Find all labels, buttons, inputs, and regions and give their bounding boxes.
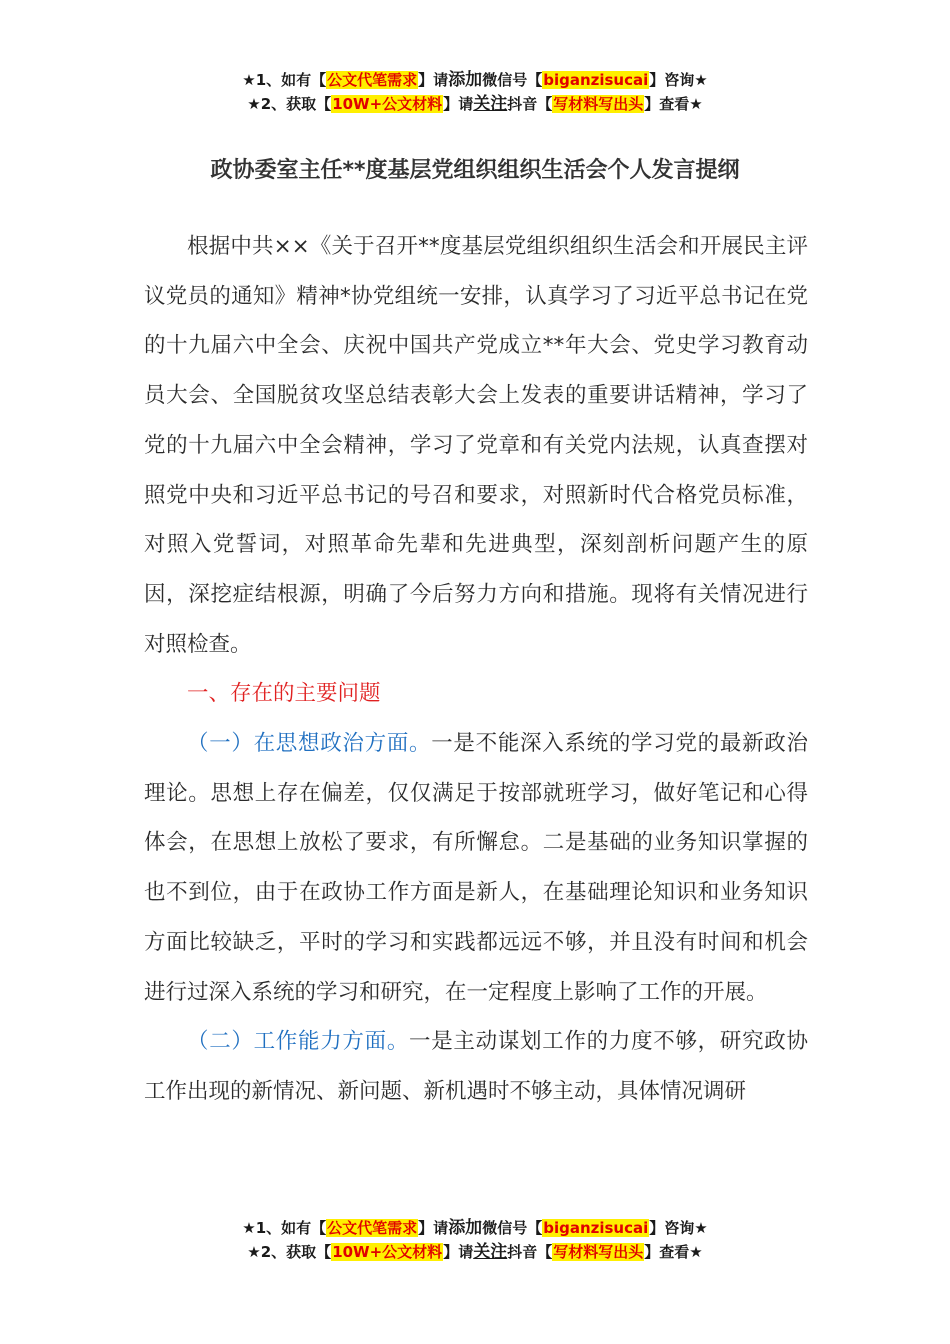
subsection-heading: （二）工作能力方面。 [187, 1029, 410, 1055]
bottom-promo-banner [0, 1216, 950, 1264]
document-title: 政协委室主任**度基层党组织组织生活会个人发言提纲 [210, 158, 740, 183]
subsection-text: 一是不能深入系统的学习党的最新政治理论。思想上存在偏差，仅仅满足于按部就班学习，做好笔记和心得体会，在思想上放松了要求，有所懈怠。二是基础的业务知识掌握的也不到位，由于在政协工作方面是新人，在基础理论知识和业务知识方面比较缺乏，平时的学习和实践都远远不够，并且没有时间和机会进行过深入系统的学习和研究，在一定程度上影响了工作的开展。 [144, 731, 808, 1005]
intro-paragraph: 根据中共××《关于召开**度基层党组织组织生活会和开展民主评议党员的通知》精神*协党组统一安排，认真学习了习近平总书记在党的十九届六中全会、庆祝中国共产党成立**年大会、党史学习教育动员大会、全国脱贫攻坚总结表彰大会上发表的重要讲话精神，学习了党的十九届六中全会精神，学习了党章和有关党内法规，认真查摆对照党中央和习近平总书记的号召和要求，对照新时代合格党员标准，对照入党誓词，对照革命先辈和先进典型，深刻剖析问题产生的原因，深挖症结根源，明确了今后努力方向和措施。现将有关情况进行对照检查。 [144, 234, 808, 657]
promo-line-2: ★2、获取【10W+公文材料】请关注抖音【写材料写出头】查看★ [247, 1242, 703, 1262]
promo-highlight: 10W+公文材料 [332, 95, 443, 113]
section-heading: 一、存在的主要问题 [187, 681, 381, 707]
promo-douyin-id: 写材料写出头 [553, 1243, 644, 1261]
promo-highlight: 公文代笔需求 [327, 71, 418, 89]
promo-highlight: 10W+公文材料 [332, 1243, 443, 1261]
document-body [144, 222, 808, 1117]
subsection-paragraph-1 [144, 719, 808, 1017]
promo-line-1: ★1、如有【公文代笔需求】请添加微信号【biganzisucai】咨询★ [242, 70, 708, 90]
subsection-text: 一是主动谋划工作的力度不够，研究政协工作出现的新情况、新问题、新机遇时不够主动，具体情况调研 [144, 1029, 808, 1104]
top-promo-banner [0, 68, 950, 116]
promo-line-2: ★2、获取【10W+公文材料】请关注抖音【写材料写出头】查看★ [247, 94, 703, 114]
promo-highlight: 公文代笔需求 [327, 1219, 418, 1237]
promo-wechat-id: biganzisucai [543, 71, 649, 89]
promo-line-1: ★1、如有【公文代笔需求】请添加微信号【biganzisucai】咨询★ [242, 1218, 708, 1238]
subsection-heading: （一）在思想政治方面。 [187, 731, 432, 757]
promo-douyin-id: 写材料写出头 [553, 95, 644, 113]
subsection-paragraph-2 [144, 1017, 808, 1116]
promo-wechat-id: biganzisucai [543, 1219, 649, 1237]
